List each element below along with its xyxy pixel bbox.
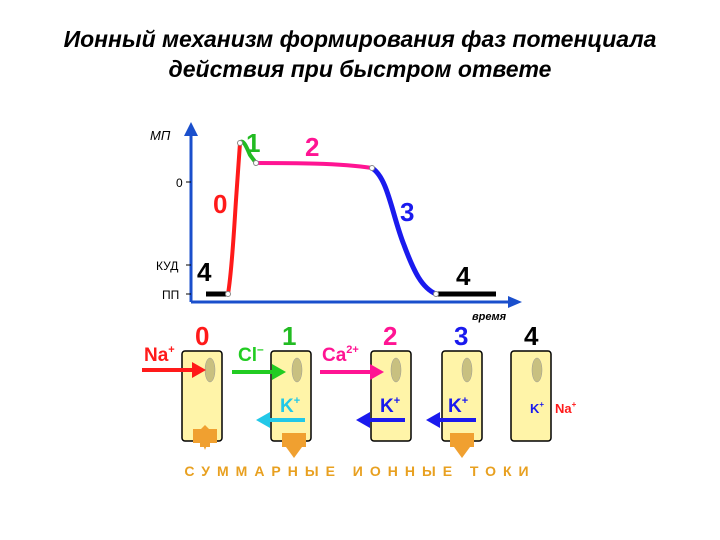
tick-zero-label: 0 bbox=[176, 176, 183, 190]
title-line-2: действия при быстром ответе bbox=[168, 56, 552, 82]
cell-header-1: 1 bbox=[282, 321, 297, 351]
graph-phase-label-0: 0 bbox=[213, 189, 228, 219]
graph-phase-label-4-left: 4 bbox=[197, 257, 212, 287]
ion-label-k-cell3: K+ bbox=[448, 395, 469, 417]
ion-label-na-small: Na+ bbox=[555, 400, 577, 416]
graph-phase-label-1: 1 bbox=[246, 128, 261, 158]
ion-label-k-small: K+ bbox=[530, 400, 545, 416]
transition-point bbox=[370, 166, 375, 171]
exchanger-block-cell-1 bbox=[282, 433, 306, 458]
k-outward-arrowhead-cell2 bbox=[356, 412, 370, 428]
x-axis-arrow bbox=[508, 296, 522, 308]
transition-point bbox=[226, 292, 231, 297]
nucleus bbox=[205, 358, 215, 382]
ion-label-k-cell2: K+ bbox=[380, 395, 401, 417]
summary-currents-caption: СУММАРНЫЕ ИОННЫЕ ТОКИ bbox=[184, 463, 536, 479]
nucleus bbox=[532, 358, 542, 382]
tick-kud-label: КУД bbox=[156, 259, 179, 273]
x-axis-title: время bbox=[472, 311, 507, 323]
phase3-repolarization bbox=[372, 168, 436, 294]
ion-label-na: Na+ bbox=[144, 344, 175, 366]
transition-point bbox=[238, 141, 243, 146]
exchanger-block-cell-3 bbox=[450, 433, 474, 458]
cell-phase-0 bbox=[182, 351, 222, 441]
cell-header-4: 4 bbox=[524, 321, 539, 351]
nucleus bbox=[292, 358, 302, 382]
cell-phase-4 bbox=[511, 351, 551, 441]
phase0-upstroke bbox=[228, 143, 240, 294]
k-outward-arrowhead-cell1 bbox=[256, 412, 270, 428]
nucleus bbox=[391, 358, 401, 382]
graph-phase-label-3: 3 bbox=[400, 197, 415, 227]
transition-point bbox=[434, 292, 439, 297]
ion-label-ca: $Ca^{2+}$ bbox=[322, 344, 359, 366]
cell-header-3: 3 bbox=[454, 321, 469, 351]
graph-phase-label-2: 2 bbox=[305, 132, 320, 162]
ion-label-cl: Cl– bbox=[238, 342, 264, 366]
title-line-1: Ионный механизм формирования фаз потенциала bbox=[63, 26, 657, 52]
cell-header-2: 2 bbox=[383, 321, 398, 351]
tick-pp-label: ПП bbox=[162, 288, 180, 302]
cell-header-0: 0 bbox=[195, 321, 210, 351]
graph-phase-label-4-right: 4 bbox=[456, 261, 471, 291]
transition-point bbox=[254, 161, 259, 166]
nucleus bbox=[462, 358, 472, 382]
k-outward-arrowhead-cell3 bbox=[426, 412, 440, 428]
ion-label-k-cell1: K+ bbox=[280, 395, 301, 417]
y-axis-arrow bbox=[184, 122, 198, 136]
y-axis-title: МП bbox=[150, 128, 171, 143]
phase2-plateau bbox=[256, 163, 372, 168]
